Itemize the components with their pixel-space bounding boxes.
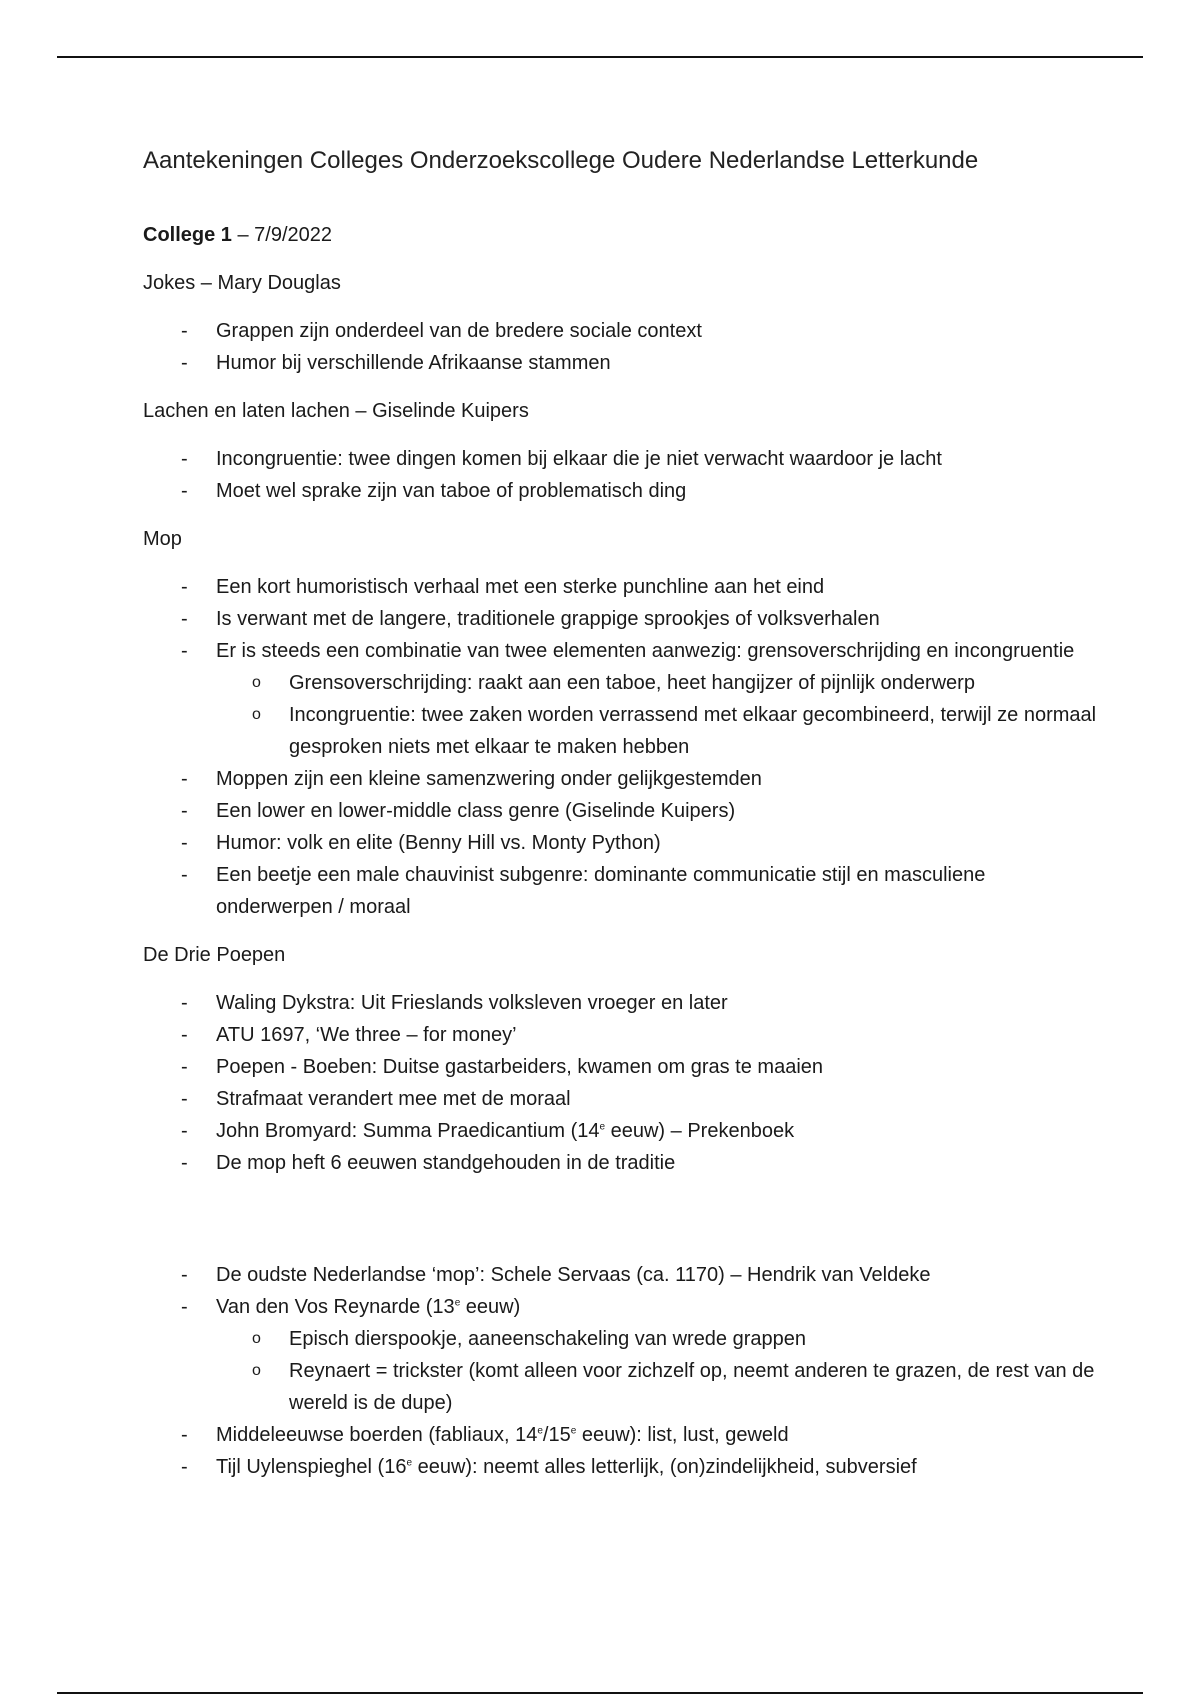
list-item: - Van den Vos Reynarde (13e eeuw) o Episch dierspookje, aaneenschakeling van wrede grappen o Reynaert = trickster (komt alleen voor zichzelf op, neemt anderen te grazen, de rest van de wereld is de dupe) [143, 1291, 1103, 1419]
dash-bullet: - [181, 608, 188, 630]
list-item: - Een kort humoristisch verhaal met een sterke punchline aan het eind [143, 571, 1103, 603]
list-item: - John Bromyard: Summa Praedicantium (14e eeuw) – Prekenboek [143, 1115, 1103, 1147]
list-drie-poepen [143, 987, 1103, 1179]
list-item: - Humor bij verschillende Afrikaanse stammen [143, 347, 1103, 379]
list-item: - Er is steeds een combinatie van twee elementen aanwezig: grensoverschrijding en incongruentie o Grensoverschrijding: raakt aan een taboe, heet hangijzer of pijnlijk onderwerp o Incongruentie: twee zaken worden verrassend met elkaar gecombineerd, terwijl ze normaal gesproken niets met elkaar te maken hebben [143, 635, 1103, 763]
sub-list-item: o Reynaert = trickster (komt alleen voor zichzelf op, neemt anderen te grazen, de rest van de wereld is de dupe) [216, 1355, 1103, 1419]
list-mop [143, 571, 1103, 923]
dash-bullet: - [181, 1056, 188, 1078]
list-item: - Middeleeuwse boerden (fabliaux, 14e/15e eeuw): list, lust, geweld [143, 1419, 1103, 1451]
dash-bullet: - [181, 1296, 188, 1318]
list-item: - Is verwant met de langere, traditionele grappige sprookjes of volksverhalen [143, 603, 1103, 635]
list-item: - Incongruentie: twee dingen komen bij elkaar die je niet verwacht waardoor je lacht [143, 443, 1103, 475]
dash-bullet: - [181, 864, 188, 886]
college-date: – 7/9/2022 [231, 224, 333, 246]
dash-bullet: - [181, 1264, 188, 1286]
dash-bullet: - [181, 480, 188, 502]
document-body [143, 145, 1103, 1499]
circle-bullet: o [252, 674, 261, 691]
list-history [143, 1259, 1103, 1483]
dash-bullet: - [181, 320, 188, 342]
list-item: - Poepen - Boeben: Duitse gastarbeiders, kwamen om gras te maaien [143, 1051, 1103, 1083]
circle-bullet: o [252, 706, 261, 723]
dash-bullet: - [181, 576, 188, 598]
dash-bullet: - [181, 448, 188, 470]
list-item: - Humor: volk en elite (Benny Hill vs. Monty Python) [143, 827, 1103, 859]
dash-bullet: - [181, 832, 188, 854]
list-jokes [143, 315, 1103, 379]
list-item: - Moet wel sprake zijn van taboe of problematisch ding [143, 475, 1103, 507]
dash-bullet: - [181, 768, 188, 790]
dash-bullet: - [181, 1120, 188, 1142]
dash-bullet: - [181, 800, 188, 822]
top-rule [57, 56, 1143, 58]
sub-list-item: o Incongruentie: twee zaken worden verrassend met elkaar gecombineerd, terwijl ze normaal gesproken niets met elkaar te maken hebben [216, 699, 1103, 763]
dash-bullet: - [181, 1456, 188, 1478]
list-item: - Een lower en lower-middle class genre (Giselinde Kuipers) [143, 795, 1103, 827]
bottom-rule [57, 1692, 1143, 1694]
list-item: - De oudste Nederlandse ‘mop’: Schele Servaas (ca. 1170) – Hendrik van Veldeke [143, 1259, 1103, 1291]
dash-bullet: - [181, 352, 188, 374]
circle-bullet: o [252, 1330, 261, 1347]
dash-bullet: - [181, 992, 188, 1014]
circle-bullet: o [252, 1362, 261, 1379]
section-heading-drie-poepen: De Drie Poepen [143, 944, 286, 966]
document-title: Aantekeningen Colleges Onderzoekscollege Oudere Nederlandse Letterkunde [143, 147, 979, 174]
section-heading-lachen: Lachen en laten lachen – Giselinde Kuipers [143, 400, 529, 422]
sub-list-item: o Grensoverschrijding: raakt aan een taboe, heet hangijzer of pijnlijk onderwerp [216, 667, 1103, 699]
list-item: - ATU 1697, ‘We three – for money’ [143, 1019, 1103, 1051]
dash-bullet: - [181, 640, 188, 662]
dash-bullet: - [181, 1088, 188, 1110]
section-heading-jokes: Jokes – Mary Douglas [143, 272, 341, 294]
dash-bullet: - [181, 1152, 188, 1174]
sublist-reynaert [216, 1323, 1103, 1419]
college-label: College 1 [143, 224, 232, 246]
spacer [143, 1195, 1103, 1259]
list-lachen [143, 443, 1103, 507]
section-heading-mop: Mop [143, 528, 182, 550]
list-item: - Grappen zijn onderdeel van de bredere sociale context [143, 315, 1103, 347]
list-item: - Strafmaat verandert mee met de moraal [143, 1083, 1103, 1115]
list-item: - Waling Dykstra: Uit Frieslands volksleven vroeger en later [143, 987, 1103, 1019]
dash-bullet: - [181, 1424, 188, 1446]
dash-bullet: - [181, 1024, 188, 1046]
sub-list-item: o Episch dierspookje, aaneenschakeling van wrede grappen [216, 1323, 1103, 1355]
college-heading [143, 219, 1103, 251]
sublist-mop [216, 667, 1103, 763]
list-item: - Een beetje een male chauvinist subgenre: dominante communicatie stijl en masculiene onderwerpen / moraal [143, 859, 1103, 923]
list-item: - Moppen zijn een kleine samenzwering onder gelijkgestemden [143, 763, 1103, 795]
list-item: - De mop heft 6 eeuwen standgehouden in de traditie [143, 1147, 1103, 1179]
list-item: - Tijl Uylenspieghel (16e eeuw): neemt alles letterlijk, (on)zindelijkheid, subversief [143, 1451, 1103, 1483]
